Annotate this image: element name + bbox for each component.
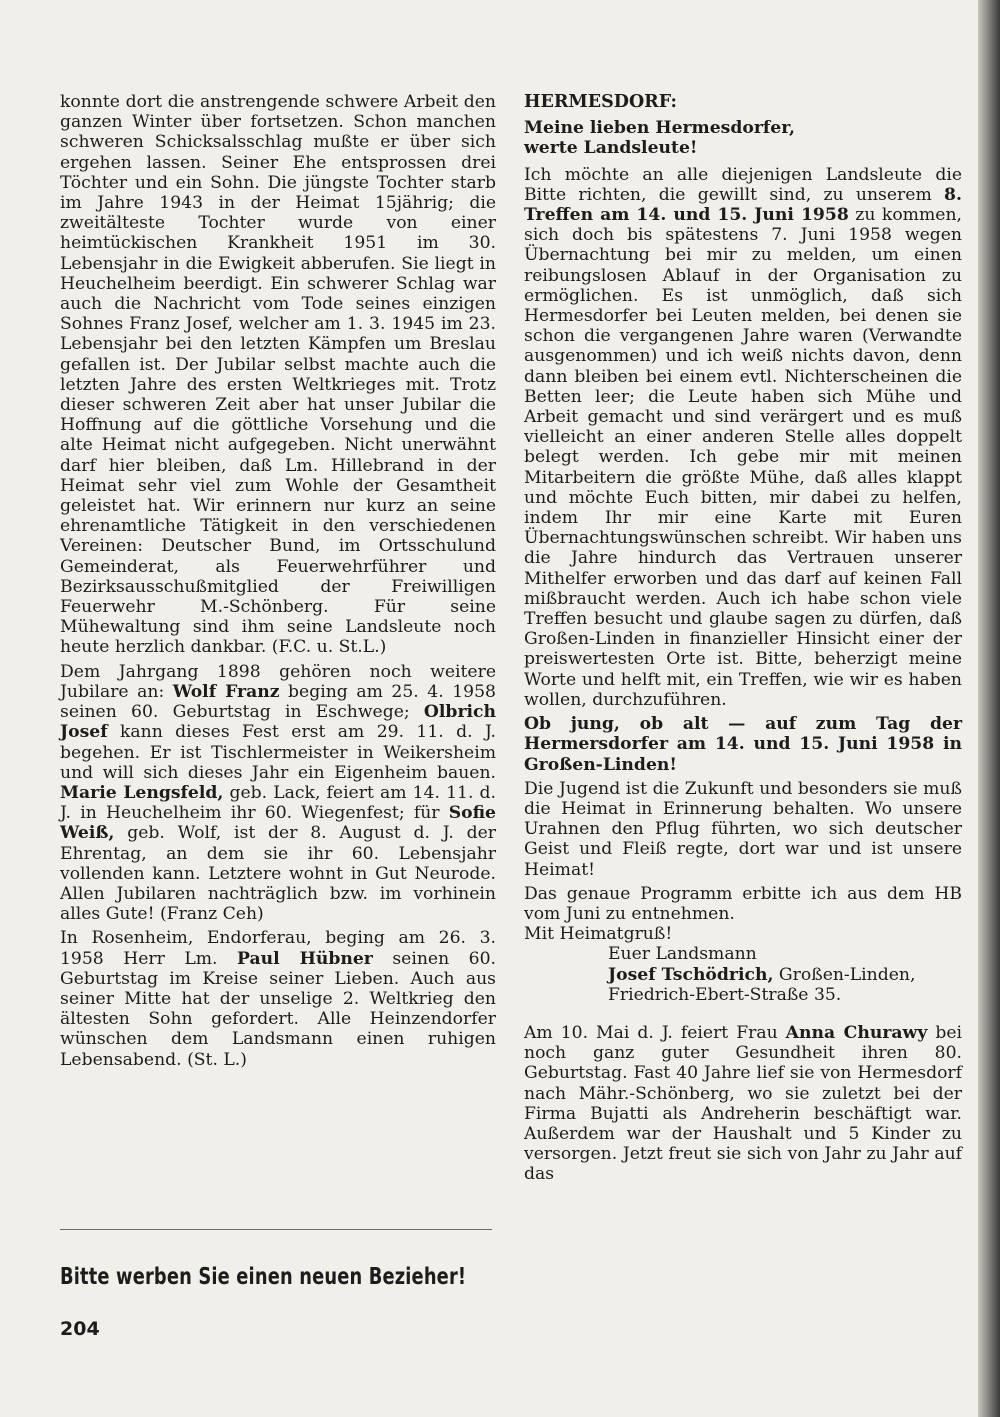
hillebrand-article-paragraph: konnte dort die anstrengende schwere Arbeit den ganzen Winter über fortsetzen. Schon manchen schweren Schicksalsschlag mußte er über sich ergehen lassen. Seiner Ehe entsprossen drei Töchter und ein Sohn. Die jüngste Tochter starb im Jahre 1943 in der Heimat 15jährig; die zweitälteste Tochter wurde von einer heimtückischen Krankheit 1951 im 30. Lebensjahr in die Ewigkeit abberufen. Sie liegt in Heuchelheim beerdigt. Ein schwerer Schlag war auch die Nachricht vom Tode seines einzigen Sohnes Franz Josef, welcher am 1. 3. 1945 im 23. Lebensjahr bei den letzten Kämpfen um Breslau gefallen ist. Der Jubilar selbst machte auch die letzten Jahre des ersten Weltkrieges mit. Trotz dieser schweren Zeit aber hat unser Jubilar die Hoffnung auf die göttliche Vorsehung und die alte Heimat nicht aufgegeben. Nicht unerwähnt darf hier bleiben, daß Lm. Hillebrand in der Heimat sehr viel zum Wohle der Gesamtheit geleistet hat. Wir erinnern nur kurz an seine ehrenamtliche Tätigkeit in den verschiedenen Vereinen: Deutscher Bund, im Ortsschulund Gemeinderat, als Feuerwehrführer und Bezirksausschußmitglied der Freiwilligen Feuerwehr M.-Schönberg. Für seine Mühewaltung sind ihm seine Landsleute noch heute herzlich dankbar. (F.C. u. St.L.): [60, 92, 496, 658]
treffen-date-bold: 8. Treffen am 14. und 15. Juni 1958: [524, 184, 962, 226]
divider-line: [60, 1229, 492, 1230]
page-edge-shadow: [978, 0, 1000, 1417]
jubilare-1898-paragraph: Dem Jahrgang 1898 gehören noch weitere Jubilare an: Wolf Franz beging am 25. 4. 1958 seinen 60. Geburtstag in Eschwege; Olbrich Josef kann dieses Fest erst am 29. 11. d. J. begehen. Er ist Tischlermeister in Weikersheim und will sich dieses Jahr ein Eigenheim bauen. Marie Lengsfeld, geb. Lack, feiert am 14. 11. d. J. in Heuchelheim ihr 60. Wiegenfest; für Sofie Weiß, geb. Wolf, ist der 8. August d. J. der Ehrentag, an dem sie ihr 60. Lebensjahr vollenden kann. Letztere wohnt in Gut Neurode. Allen Jubilaren nachträglich bzw. im vorhinein alles Gute! (Franz Ceh): [60, 661, 496, 925]
subscriber-banner: Bitte werben Sie einen neuen Bezieher!: [60, 1262, 467, 1290]
section-heading-hermesdorf: HERMESDORF:: [524, 92, 677, 112]
left-column: [60, 92, 496, 1074]
signer-name: Josef Tschödrich,: [608, 964, 774, 985]
programm-paragraph: Das genaue Programm erbitte ich aus dem HB vom Juni zu entnehmen.: [524, 883, 962, 924]
huebner-paragraph: In Rosenheim, Endorferau, beging am 26. 3. 1958 Herr Lm. Paul Hübner seinen 60. Geburtstag im Kreise seiner Lieben. Auch aus seiner Mitte hat der unselige 2. Weltkrieg den ältesten Sohn gefordert. Alle Heinzendorfer wünschen dem Landsmann einen ruhigen Lebensabend. (St. L.): [60, 928, 496, 1070]
treffen-slogan: Ob jung, ob alt — auf zum Tag der Hermersdorfer am 14. und 15. Juni 1958 in Großen-Linden!: [524, 714, 962, 775]
letter-signature: Euer Landsmann Josef Tschödrich, Großen-Linden, Friedrich-Ebert-Straße 35.: [608, 944, 916, 1005]
jugend-paragraph: Die Jugend ist die Zukunft und besonders sie muß die Heimat in Erinnerung behalten. Wo unsere Urahnen den Pflug führten, wo sich deutscher Geist und Fleiß regte, dort war und ist unsere Heimat!: [524, 778, 962, 880]
name-anna-churawy: Anna Churawy: [785, 1022, 928, 1043]
letter-greeting: Mit Heimatgruß!: [524, 924, 673, 945]
name-olbrich-josef: Olbrich Josef: [60, 702, 496, 743]
letter-salutation: Meine lieben Hermesdorfer, werte Landsleute!: [524, 118, 796, 159]
churawy-paragraph: Am 10. Mai d. J. feiert Frau Anna Churawy bei noch ganz guter Gesundheit ihren 80. Geburtstag. Fast 40 Jahre lief sie von Hermesdorf nach Mähr.-Schönberg, wo sie zuletzt bei der Firma Bujatti als Andreherin beschäftigt war. Außerdem war der Haushalt und 5 Kinder zu versorgen. Jetzt freut sie sich von Jahr zu Jahr auf das: [524, 1022, 962, 1185]
name-marie-lengsfeld: Marie Lengsfeld,: [60, 782, 224, 803]
name-wolf-franz: Wolf Franz: [172, 681, 280, 702]
name-paul-huebner: Paul Hübner: [236, 948, 373, 969]
letter-body-paragraph: Ich möchte an alle diejenigen Landsleute die Bitte richten, die gewillt sind, zu unserem 8. Treffen am 14. und 15. Juni 1958 zu kommen, sich doch bis spätestens 7. Juni 1958 wegen Übernachtung bei mir zu melden, um einen reibungslosen Ablauf in der Organisation zu ermöglichen. Es ist unmöglich, daß sich Hermesdorfer bei Leuten melden, bei denen sie schon die vergangenen Jahre waren (Verwandte ausgenommen) und ich weiß nichts davon, denn dann bleiben bei einem evtl. Nichterscheinen die Betten leer; die Leute haben sich Mühe und Arbeit gemacht und sind verärgert und es muß vielleicht an einer anderen Stelle alles doppelt belegt werden. Ich gebe mir mit meinen Mitarbeitern die größte Mühe, daß alles klappt und möchte Euch bitten, mir dabei zu helfen, indem Ihr mir eine Karte mit Euren Übernachtungswünschen schreibt. Wir haben uns die Jahre hindurch das Vertrauen unserer Mithelfer erworben und das darf auf keinen Fall mißbraucht werden. Auch ich habe schon viele Treffen besucht und glaube sagen zu dürfen, daß Großen-Linden in finanzieller Hinsicht einer der preiswertesten Orte ist. Bitte, beherzigt meine Worte und helft mit, ein Treffen, wie wir es haben wollen, durchzuführen.: [524, 164, 962, 710]
right-column: [524, 92, 962, 1189]
page-number: 204: [60, 1318, 100, 1340]
name-sofie-weiss: Sofie Weiß,: [60, 803, 496, 844]
